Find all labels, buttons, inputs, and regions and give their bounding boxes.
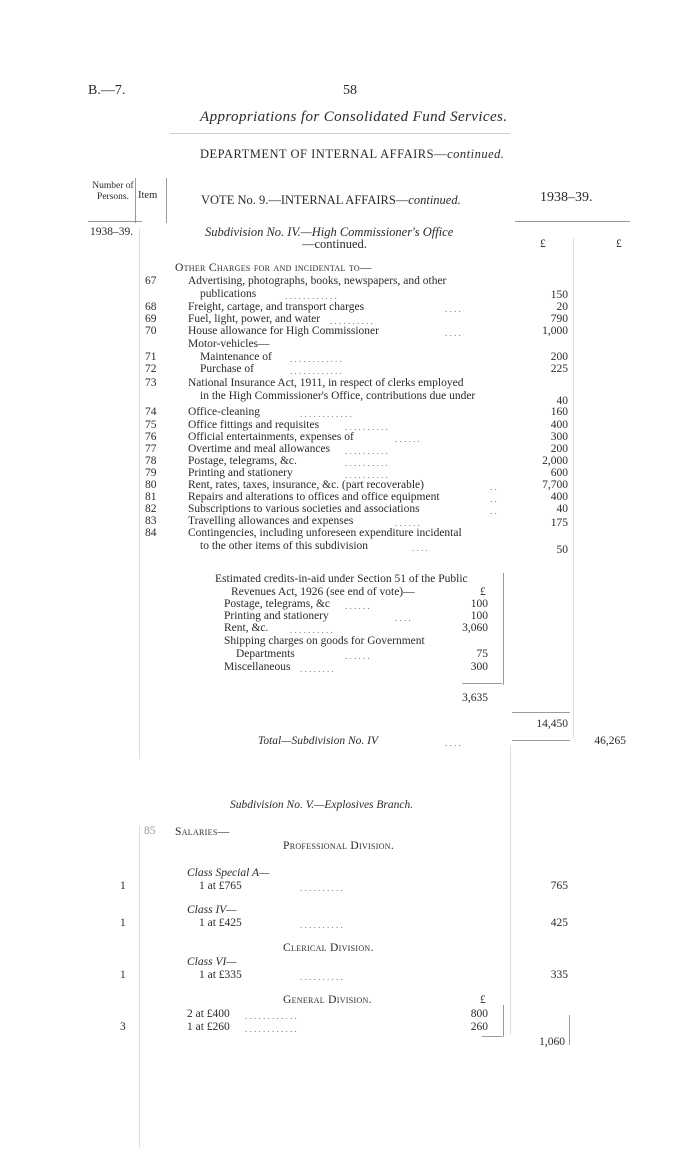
item-description: Freight, cartage, and transport charges — [188, 301, 365, 313]
item-amount: 175 — [550, 517, 568, 529]
persons-count: 1 — [120, 969, 126, 981]
item-description: Maintenance of — [200, 351, 272, 363]
leader-dots: . . . . — [445, 738, 461, 748]
item-number: 84 — [145, 527, 157, 539]
item-description: National Insurance Act, 1911, in respect of clerks employed — [188, 377, 464, 389]
general-pound-sign: £ — [480, 994, 486, 1006]
item-description: Overtime and meal allowances — [188, 443, 331, 455]
item-number: 76 — [145, 431, 157, 443]
persons-column-header: Number of Persons. — [92, 181, 134, 202]
item-description: Advertising, photographs, books, newspapers, and other — [188, 275, 447, 287]
persons-item-divider — [135, 178, 136, 223]
page-number: 58 — [343, 83, 357, 98]
item-description: Repairs and alterations to offices and office equipment — [188, 491, 440, 503]
item-description: House allowance for High Commissioner — [188, 325, 379, 337]
leader-dots: . . . . . . . . . . — [345, 470, 388, 480]
credit-amount: 300 — [470, 661, 488, 673]
credit-amount: 75 — [476, 648, 488, 660]
leader-dots: . . . . . . . . . . — [345, 422, 388, 432]
item-group-label: Motor-vehicles— — [188, 338, 270, 350]
year-header-rule — [515, 221, 630, 222]
item-description-cont: in the High Commissioner's Office, contributions due under — [200, 390, 476, 402]
credit-label: Printing and stationery — [224, 610, 329, 622]
credits-heading: Estimated credits-in-aid under Section 51 of the Public — [215, 573, 468, 585]
item-number: 80 — [145, 479, 157, 491]
year-column-header: 1938–39. — [540, 190, 593, 205]
amount-column-rule-v — [510, 745, 511, 1035]
subdivision-iv-total-label: Total—Subdivision No. IV — [258, 735, 379, 747]
item-amount: 400 — [550, 491, 568, 503]
salary-amount: 260 — [470, 1021, 488, 1033]
credit-amount: 100 — [470, 598, 488, 610]
item-amount: 790 — [550, 313, 568, 325]
item-number: 71 — [145, 351, 157, 363]
department-continued: continued. — [447, 147, 505, 161]
item-number: 81 — [145, 491, 157, 503]
leader-dots: . . . . . . . . . . . . — [285, 291, 337, 301]
vote-heading — [201, 194, 461, 207]
subdivision-iv-continued: —continued. — [302, 237, 367, 251]
leader-dots: . . . . — [412, 543, 428, 553]
item-amount: 400 — [550, 419, 568, 431]
credit-label: Postage, telegrams, &c — [224, 598, 331, 610]
leader-dots: . . — [490, 506, 497, 516]
leader-dots: . . . . . . . . . . — [290, 625, 333, 635]
item-amount: 40 — [556, 395, 568, 407]
item-amount: 1,000 — [542, 325, 568, 337]
item-amount: 7,700 — [542, 479, 568, 491]
item-number: 67 — [145, 275, 157, 287]
subdivision-iv-heading: Subdivision No. IV.—High Commissioner's Office — [205, 225, 454, 239]
persons-header-rule — [88, 221, 142, 222]
item-number: 70 — [145, 325, 157, 337]
general-column-rule — [503, 1005, 504, 1037]
item-column-header: Item — [138, 190, 158, 201]
item-amount: 200 — [550, 351, 568, 363]
item-description: Postage, telegrams, &c. — [188, 455, 297, 467]
item-description: Rent, rates, taxes, insurance, &c. (part recoverable) — [188, 479, 424, 491]
credit-label-cont: Departments — [236, 648, 295, 660]
credit-label: Rent, &c. — [224, 622, 269, 634]
item-number: 79 — [145, 467, 157, 479]
item-description: Official entertainments, expenses of — [188, 431, 354, 443]
class-vi-heading: Class VI— — [187, 956, 237, 968]
leader-dots: . . . . — [445, 304, 461, 314]
item-description: Office-cleaning — [188, 406, 260, 418]
item-amount: 40 — [556, 503, 568, 515]
vote-continued: continued. — [408, 193, 461, 207]
item-description: Printing and stationery — [188, 467, 293, 479]
item-amount: 225 — [550, 363, 568, 375]
items-sum-rule — [512, 712, 570, 713]
credit-amount: 100 — [470, 610, 488, 622]
vote-title: VOTE No. 9.—INTERNAL AFFAIRS— — [201, 193, 409, 207]
persons-count: 3 — [120, 1021, 126, 1033]
persons-year: 1938–39. — [90, 226, 134, 238]
clerical-division-heading: Clerical Division. — [283, 942, 374, 954]
item-text-divider — [166, 178, 167, 223]
leader-dots: . . . . . . . . . . — [345, 446, 388, 456]
salary-line: 2 at £400 — [187, 1008, 230, 1020]
leader-dots: . . . . . . — [345, 651, 370, 661]
item-number: 85 — [144, 825, 156, 837]
leader-dots: . . . . — [395, 613, 411, 623]
item-number: 83 — [145, 515, 157, 527]
leader-dots: . . . . . . . . . . . . — [245, 1024, 297, 1034]
item-description-cont: publications — [200, 288, 257, 300]
leader-dots: . . . . . . — [395, 434, 420, 444]
item-number: 82 — [145, 503, 157, 515]
leader-dots: . . . . . . — [345, 601, 370, 611]
leader-dots: . . . . . . . . . . . . — [245, 1011, 297, 1021]
general-total-rule — [569, 1015, 570, 1045]
pound-sign-col2: £ — [616, 238, 622, 250]
salary-amount: 425 — [550, 917, 568, 929]
salary-line: 1 at £765 — [199, 880, 242, 892]
item-amount: 20 — [556, 301, 568, 313]
item-description: Purchase of — [200, 363, 254, 375]
credit-amount: 3,060 — [462, 622, 488, 634]
item-description: Contingencies, including unforeseen expenditure incidental — [188, 527, 462, 539]
report-reference: B.—7. — [88, 83, 126, 98]
leader-dots: . . — [490, 494, 497, 504]
professional-division-heading: Professional Division. — [283, 840, 395, 852]
item-amount: 2,000 — [542, 455, 568, 467]
item-description: Subscriptions to various societies and associations — [188, 503, 420, 515]
left-column-rule-v — [139, 826, 140, 1148]
title-rule — [170, 133, 510, 134]
credits-total: 3,635 — [462, 692, 488, 704]
item-number: 68 — [145, 301, 157, 313]
leader-dots: . . . . . . . . . . — [300, 920, 343, 930]
item-number: 78 — [145, 455, 157, 467]
amount-column-rule — [573, 238, 574, 738]
leader-dots: . . . . . . . . . . . . — [290, 366, 342, 376]
item-amount: 160 — [550, 406, 568, 418]
salaries-heading: Salaries— — [175, 826, 230, 838]
leader-dots: . . . . . . . . — [300, 664, 334, 674]
item-amount: 300 — [550, 431, 568, 443]
left-column-rule — [139, 229, 140, 759]
leader-dots: . . . . . . . . . . . . — [300, 409, 352, 419]
credits-heading-cont: Revenues Act, 1926 (see end of vote)— — [231, 586, 415, 598]
item-description: Office fittings and requisites — [188, 419, 320, 431]
item-number: 69 — [145, 313, 157, 325]
leader-dots: . . . . . . . . . . — [300, 972, 343, 982]
other-charges-heading: Other Charges for and incidental to— — [175, 262, 372, 274]
class-iv-heading: Class IV— — [187, 904, 237, 916]
leader-dots: . . . . — [445, 328, 461, 338]
credit-label: Shipping charges on goods for Government — [224, 635, 425, 647]
leader-dots: . . . . . . . . . . — [300, 883, 343, 893]
pound-sign-col1: £ — [540, 238, 546, 250]
general-sum-rule — [482, 1036, 502, 1037]
item-number: 72 — [145, 363, 157, 375]
salary-line: 1 at £425 — [199, 917, 242, 929]
item-number: 74 — [145, 406, 157, 418]
department-main: DEPARTMENT OF INTERNAL AFFAIRS— — [200, 147, 448, 161]
salary-amount: 765 — [550, 880, 568, 892]
subdivision-v-heading: Subdivision No. V.—Explosives Branch. — [230, 799, 414, 811]
item-amount: 50 — [556, 544, 568, 556]
items-sum-under-rule — [512, 740, 570, 741]
persons-count: 1 — [120, 917, 126, 929]
item-description-cont: to the other items of this subdivision — [200, 540, 369, 552]
department-heading — [200, 148, 505, 161]
item-amount: 600 — [550, 467, 568, 479]
item-amount: 150 — [550, 289, 568, 301]
leader-dots: . . . . . . . . . . — [330, 316, 373, 326]
item-number: 73 — [145, 377, 157, 389]
class-special-a-heading: Class Special A— — [187, 867, 270, 879]
salary-line: 1 at £335 — [199, 969, 242, 981]
credit-label: Miscellaneous — [224, 661, 291, 673]
salary-amount: 335 — [550, 969, 568, 981]
page-title: Appropriations for Consolidated Fund Services. — [200, 109, 508, 125]
item-description: Fuel, light, power, and water — [188, 313, 321, 325]
general-division-heading: General Division. — [283, 994, 372, 1006]
items-sum: 14,450 — [536, 718, 568, 730]
salary-amount: 800 — [470, 1008, 488, 1020]
leader-dots: . . . . . . — [395, 518, 420, 528]
salary-line: 1 at £260 — [187, 1021, 230, 1033]
leader-dots: . . . . . . . . . . — [345, 458, 388, 468]
item-description: Travelling allowances and expenses — [188, 515, 354, 527]
leader-dots: . . . . . . . . . . . . — [290, 354, 342, 364]
item-number: 77 — [145, 443, 157, 455]
subdivision-iv-total: 46,265 — [594, 735, 626, 747]
credits-total-rule — [462, 683, 502, 684]
credits-pound-sign: £ — [480, 586, 486, 598]
general-total: 1,060 — [539, 1036, 565, 1048]
credits-column-rule — [503, 573, 504, 685]
item-number: 75 — [145, 419, 157, 431]
item-amount: 200 — [550, 443, 568, 455]
leader-dots: . . — [490, 482, 497, 492]
persons-count: 1 — [120, 880, 126, 892]
